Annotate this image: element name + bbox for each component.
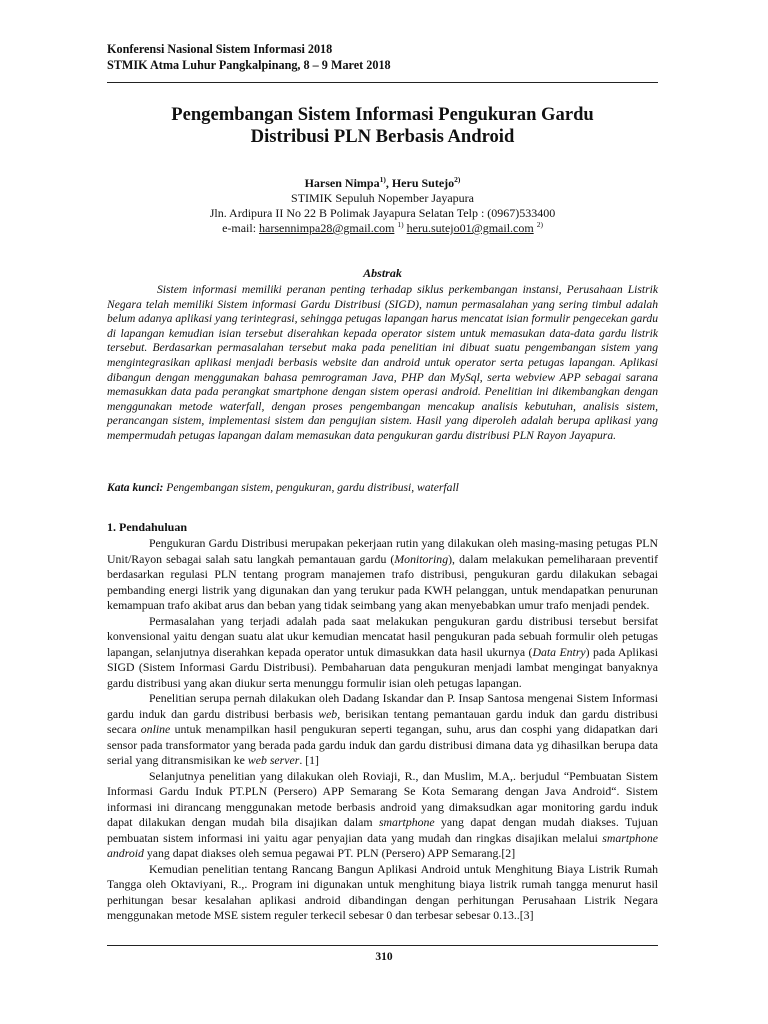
keywords <box>107 481 658 495</box>
email-line <box>107 221 658 236</box>
section-heading: 1. Pendahuluan <box>107 520 188 534</box>
paragraph-4 <box>107 769 658 862</box>
paragraph-1 <box>107 536 658 614</box>
p4-text-a: Selanjutnya penelitian yang dilakukan oleh Roviaji, R., dan Muslim, M.A,. berjudul “Pembuatan Sistem Informasi Gardu Induk PT.PLN (Persero) APP Semarang Se Kota Semarang dengan Java Android“. Sistem informasi ini dirancang menggunakan metode berbasis android yang dimaksudkan agar monitoring gardu induk dapat dilakukan dengan mudah bila disajikan dalam <box>107 768 658 829</box>
address: Jln. Ardipura II No 22 B Polimak Jayapura Selatan Telp : (0967)533400 <box>209 206 556 220</box>
p1-italic: Monitoring <box>394 551 449 566</box>
author-2: Heru Sutejo <box>391 176 455 190</box>
p3-italic-online: online <box>140 722 171 736</box>
footer-divider <box>107 945 658 946</box>
p3-italic-webserver: web server <box>247 753 300 767</box>
p4-text-e: yang dapat diakses oleh semua pegawai PT. PLN (Persero) APP Semarang.[2] <box>143 846 516 860</box>
title-line-1: Pengembangan Sistem Informasi Pengukuran Gardu <box>171 104 594 125</box>
section-body <box>107 536 658 924</box>
abstract-body <box>107 283 658 444</box>
paper-title <box>107 104 658 148</box>
p4-italic-android: smartphone android <box>107 830 658 860</box>
keywords-value: Pengembangan sistem, pengukuran, gardu distribusi, waterfall <box>163 481 459 494</box>
author-block <box>107 176 658 236</box>
p4-text-c: yang dapat dengan mudah diakses. Tujuan pembuatan sistem informasi ini yaitu agar penyajian data yang mudah dan ringkas disajikan melalui <box>107 815 658 845</box>
header-divider <box>107 82 658 83</box>
p4-italic-smartphone: smartphone <box>378 815 435 829</box>
p2-text-a: Permasalahan yang terjadi adalah pada saat melakukan pengukuran gardu distribusi tersebut bersifat konvensional yaitu dengan suatu alat ukur kemudian mencatat hasil pengukuran pada sebuah formulir oleh petugas lapangan, selanjutnya diserahkan kepada operator untuk dimasukkan data hasil ukurnya ( <box>107 613 658 659</box>
p3-text-g: . [1] <box>299 753 319 767</box>
email-2-mark: 2) <box>536 220 543 229</box>
abstract-heading: Abstrak <box>363 266 402 280</box>
author-1: Harsen Nimpa <box>304 176 380 190</box>
title-line-2: Distribusi PLN Berbasis Android <box>250 126 515 147</box>
p2-text-c: ) pada Aplikasi SIGD (Sistem Informasi Gardu Distribusi). Pembaharuan data pengukuran menjadi lambat mengingat banyaknya gardu distribusi yang akan diukur serta menunggu formulir isian oleh petugas lapangan. <box>107 644 658 690</box>
author-separator: , <box>385 176 392 190</box>
paragraph-2 <box>107 614 658 692</box>
email-link-1[interactable]: harsennimpa28@gmail.com <box>259 221 395 235</box>
p2-italic: Data Entry <box>532 644 586 659</box>
author-1-mark: 1) <box>379 175 386 184</box>
email-prefix: e-mail: <box>222 221 260 235</box>
paragraph-3 <box>107 691 658 769</box>
p3-italic-web: web <box>318 706 338 721</box>
p3-text-c: , berisikan tentang pemantauan gardu induk dan gardu distribusi secara <box>107 706 658 736</box>
p3-text-a: Penelitian serupa pernah dilakukan oleh Dadang Iskandar dan P. Insap Santosa mengenai Sistem Informasi gardu induk dan gardu distribusi berbasis <box>107 691 658 721</box>
conference-header <box>107 41 391 73</box>
conference-name: Konferensi Nasional Sistem Informasi 2018 <box>107 42 333 56</box>
page-number: 310 <box>375 951 393 963</box>
p3-text-e: untuk menampilkan hasil pengukuran seperti tegangan, suhu, arus dan cosphi yang didapatkan dari sensor pada transformator yang berada pada gardu induk dan gardu distribusi dimana data yg dihasilkan berupa data serial yang ditransmisikan ke <box>107 722 658 767</box>
email-link-2[interactable]: heru.sutejo01@gmail.com <box>406 221 534 235</box>
p1-text-c: ), dalam melakukan pemeliharaan preventif berdasarkan regulasi PLN tentang program manajemen trafo distribusi, pengukuran gardu dilakukan sebagai pembanding energi listrik yang digunakan dan yang terukur pada KWH pelanggan, untuk mendapatkan penurunan kemampuan trafo akibat arus dan beban yang tidak seimbang yang akan menyebabkan umur trafo menjadi pendek. <box>107 551 659 612</box>
p1-text-a: Pengukuran Gardu Distribusi merupakan pekerjaan rutin yang dilakukan oleh masing-masing petugas PLN Unit/Rayon sebagai salah satu langkah pemantauan gardu ( <box>107 536 658 566</box>
abstract-text: Sistem informasi memiliki peranan penting terhadap siklus perkembangan instansi, Perusahaan Listrik Negara telah memiliki Sistem informasi Gardu Distribusi (SIGD), namun permasalahan yang sering timbul adalah belum adanya aplikasi yang terintegrasi, sehingga petugas lapangan harus mencatat isian formulir pengecekan gardu di lapangan kemudian isian tersebut diserahkan kepada operator sistem untuk memasukan data-data gardu listrik tersebut. Berdasarkan permasalahan tersebut maka pada penelitian ini dibuat suatu pengembangan sistem yang mengintegrasikan aplikasi menjadi berbasis website dan android untuk operator serta petugas lapangan. Aplikasi dibangun dengan menggunakan bahasa pemrograman Java, PHP dan MySql, serta webview APP sebagai sarana memasukkan data pada perangkat smartphone dengan sistem operasi android. Penelitian ini dikembangkan dengan menggunakan metode waterfall, dengan proses pengembangan mencakup analisis kebutuhan, analisis sistem, perancangan sistem, implementasi sistem dan pengujian sistem. Hasil yang diperoleh adalah berupa aplikasi yang mempermudah petugas lapangan dalam memasukan data pengukuran gardu distribusi PLN Rayon Jayapura. <box>107 283 658 442</box>
author-2-mark: 2) <box>454 175 461 184</box>
keywords-label: Kata kunci: <box>107 481 164 494</box>
institution: STIMIK Sepuluh Nopember Jayapura <box>291 191 474 205</box>
email-1-mark: 1) <box>397 220 404 229</box>
conference-venue: STMIK Atma Luhur Pangkalpinang, 8 – 9 Maret 2018 <box>107 58 391 72</box>
paragraph-5: Kemudian penelitian tentang Rancang Bangun Aplikasi Android untuk Menghitung Biaya Listrik Rumah Tangga oleh Oktaviyani, R.,. Program ini digunakan untuk menghitung biaya listrik rumah tangga menurut hasil perhitungan besar kesalahan aplikasi android dibandingan dengan perhitungan Perusahaan Listrik Negara menggunakan metode MSE sistem reguler terkecil sebesar 0 dan terbesar sebesar 0.13..[3] <box>107 861 658 922</box>
author-names <box>107 176 658 191</box>
